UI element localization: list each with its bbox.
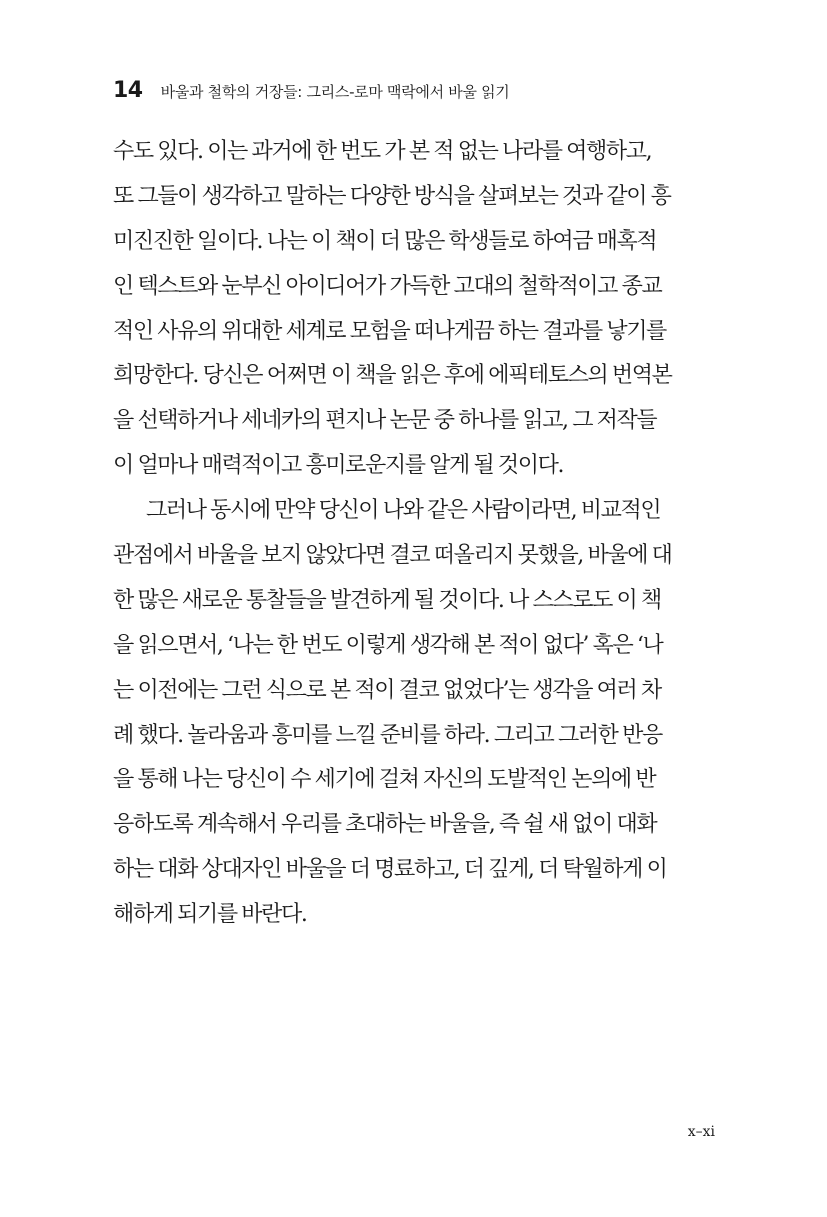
text-line: 을 선택하거나 세네카의 편지나 논문 중 하나를 읽고, 그 저작들 — [113, 408, 657, 434]
text-line: 해하게 되기를 바란다. — [113, 902, 307, 928]
page-number: 14 — [113, 78, 143, 103]
body-text — [113, 130, 713, 938]
text-line: 이 얼마나 매력적이고 흥미로운지를 알게 될 것이다. — [113, 453, 564, 479]
page-header — [113, 78, 509, 110]
text-line: 을 통해 나는 당신이 수 세기에 걸쳐 자신의 도발적인 논의에 반 — [113, 767, 656, 793]
text-line: 미진진한 일이다. 나는 이 책이 더 많은 학생들로 하여금 매혹적 — [113, 228, 657, 254]
text-line: 는 이전에는 그런 식으로 본 적이 결코 없었다’는 생각을 여러 차 — [113, 677, 661, 703]
paragraph-first-line: 그러나 동시에 만약 당신이 나와 같은 사람이라면, 비교적인 — [146, 498, 661, 524]
text-line: 인 텍스트와 눈부신 아이디어가 가득한 고대의 철학적이고 종교 — [113, 273, 662, 299]
text-line: 적인 사유의 위대한 세계로 모험을 떠나게끔 하는 결과를 낳기를 — [113, 318, 666, 344]
text-line: 을 읽으면서, ‘나는 한 번도 이렇게 생각해 본 적이 없다’ 혹은 ‘나 — [113, 632, 663, 658]
footer-reference: x–xi — [687, 1124, 715, 1140]
text-line: 희망한다. 당신은 어쩌면 이 책을 읽은 후에 에픽테토스의 번역본 — [113, 363, 672, 389]
text-line: 관점에서 바울을 보지 않았다면 결코 떠올리지 못했을, 바울에 대 — [113, 543, 672, 569]
text-line: 수도 있다. 이는 과거에 한 번도 가 본 적 없는 나라를 여행하고, — [113, 139, 652, 164]
text-line: 응하도록 계속해서 우리를 초대하는 바울을, 즉 쉴 새 없이 대화 — [113, 812, 657, 838]
running-title: 바울과 철학의 거장들: 그리스-로마 맥락에서 바울 읽기 — [160, 83, 510, 101]
text-line: 또 그들이 생각하고 말하는 다양한 방식을 살펴보는 것과 같이 흥 — [113, 183, 671, 209]
text-line: 한 많은 새로운 통찰들을 발견하게 될 것이다. 나 스스로도 이 책 — [113, 587, 661, 613]
text-line: 하는 대화 상대자인 바울을 더 명료하고, 더 깊게, 더 탁월하게 이 — [113, 857, 667, 883]
text-line: 례 했다. 놀라움과 흥미를 느낄 준비를 하라. 그리고 그러한 반응 — [113, 722, 662, 748]
